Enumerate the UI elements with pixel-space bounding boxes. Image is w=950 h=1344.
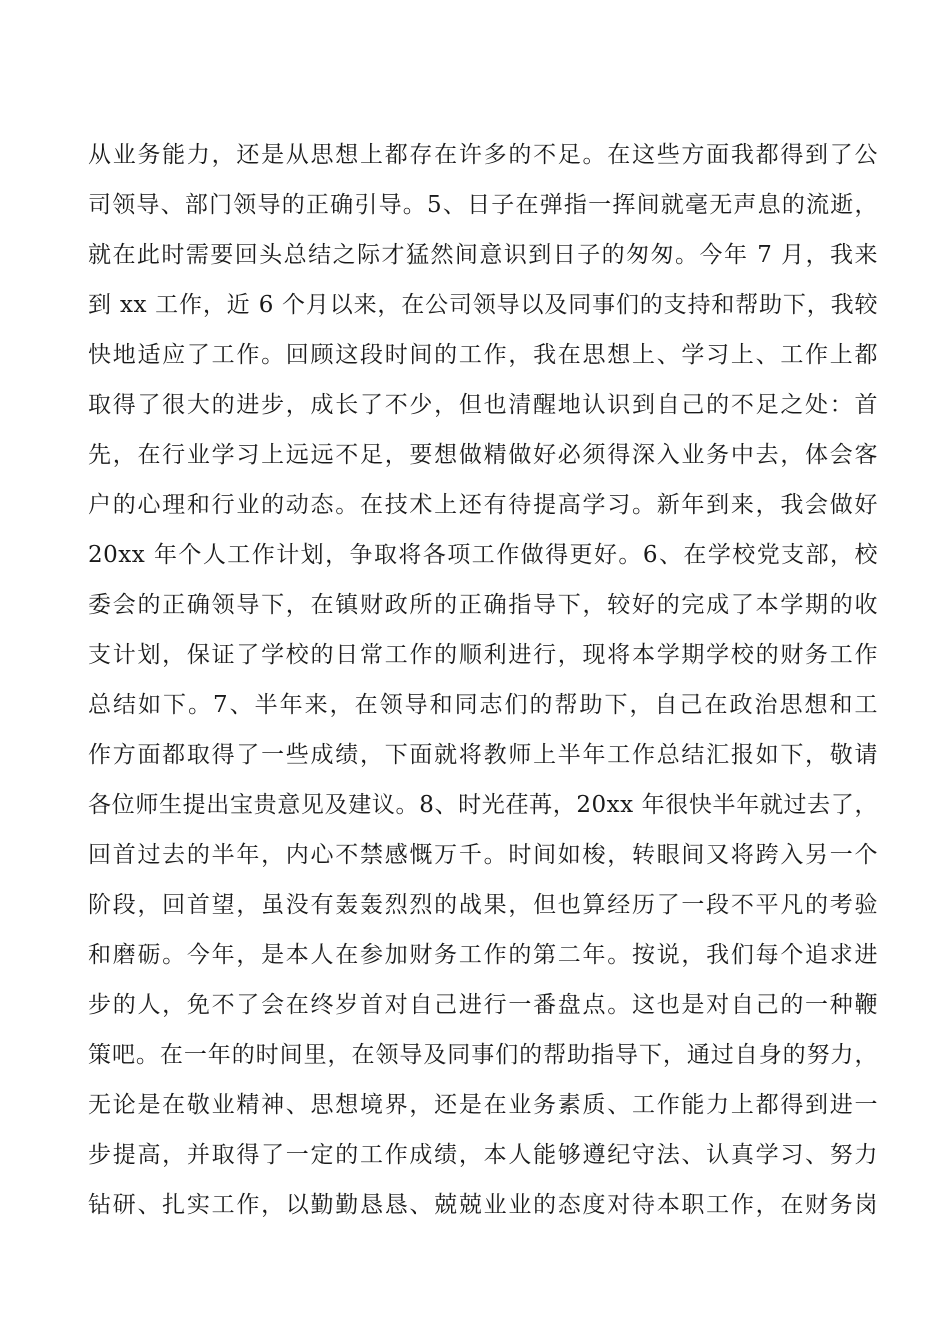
text-line: 回首过去的半年，内心不禁感慨万千。时间如梭，转眼间又将跨入另一个: [88, 842, 878, 868]
text-line: 各位师生提出宝贵意见及建议。8、时光荏苒，20xx 年很快半年就过去了，: [88, 792, 878, 818]
body-paragraph: [88, 130, 878, 1230]
text-line: 策吧。在一年的时间里，在领导及同事们的帮助指导下，通过自身的努力，: [88, 1042, 878, 1068]
text-line: 从业务能力，还是从思想上都存在许多的不足。在这些方面我都得到了公: [88, 142, 878, 168]
text-line: 户的心理和行业的动态。在技术上还有待提高学习。新年到来，我会做好: [88, 492, 878, 518]
text-line: 步提高，并取得了一定的工作成绩，本人能够遵纪守法、认真学习、努力: [88, 1142, 878, 1168]
text-line: 取得了很大的进步，成长了不少，但也清醒地认识到自己的不足之处：首: [88, 392, 878, 418]
text-line: 到 xx 工作，近 6 个月以来，在公司领导以及同事们的支持和帮助下，我较: [88, 292, 878, 318]
text-line: 总结如下。7、半年来，在领导和同志们的帮助下，自己在政治思想和工: [88, 692, 878, 718]
text-line: 快地适应了工作。回顾这段时间的工作，我在思想上、学习上、工作上都: [88, 342, 878, 368]
text-line: 和磨砺。今年，是本人在参加财务工作的第二年。按说，我们每个追求进: [88, 942, 878, 968]
text-line: 司领导、部门领导的正确引导。5、日子在弹指一挥间就毫无声息的流逝，: [88, 192, 878, 218]
text-line: 钻研、扎实工作，以勤勤恳恳、兢兢业业的态度对待本职工作，在财务岗: [88, 1192, 878, 1218]
text-line: 阶段，回首望，虽没有轰轰烈烈的战果，但也算经历了一段不平凡的考验: [88, 892, 878, 918]
text-line: 作方面都取得了一些成绩，下面就将教师上半年工作总结汇报如下，敬请: [88, 742, 878, 768]
text-line: 步的人，免不了会在终岁首对自己进行一番盘点。这也是对自己的一种鞭: [88, 992, 878, 1018]
text-line: 先，在行业学习上远远不足，要想做精做好必须得深入业务中去，体会客: [88, 442, 878, 468]
text-line: 支计划，保证了学校的日常工作的顺利进行，现将本学期学校的财务工作: [88, 642, 878, 668]
text-line: 就在此时需要回头总结之际才猛然间意识到日子的匆匆。今年 7 月，我来: [88, 242, 878, 268]
text-line: 20xx 年个人工作计划，争取将各项工作做得更好。6、在学校党支部，校: [88, 542, 878, 568]
text-line: 无论是在敬业精神、思想境界，还是在业务素质、工作能力上都得到进一: [88, 1092, 878, 1118]
text-line: 委会的正确领导下，在镇财政所的正确指导下，较好的完成了本学期的收: [88, 592, 878, 618]
